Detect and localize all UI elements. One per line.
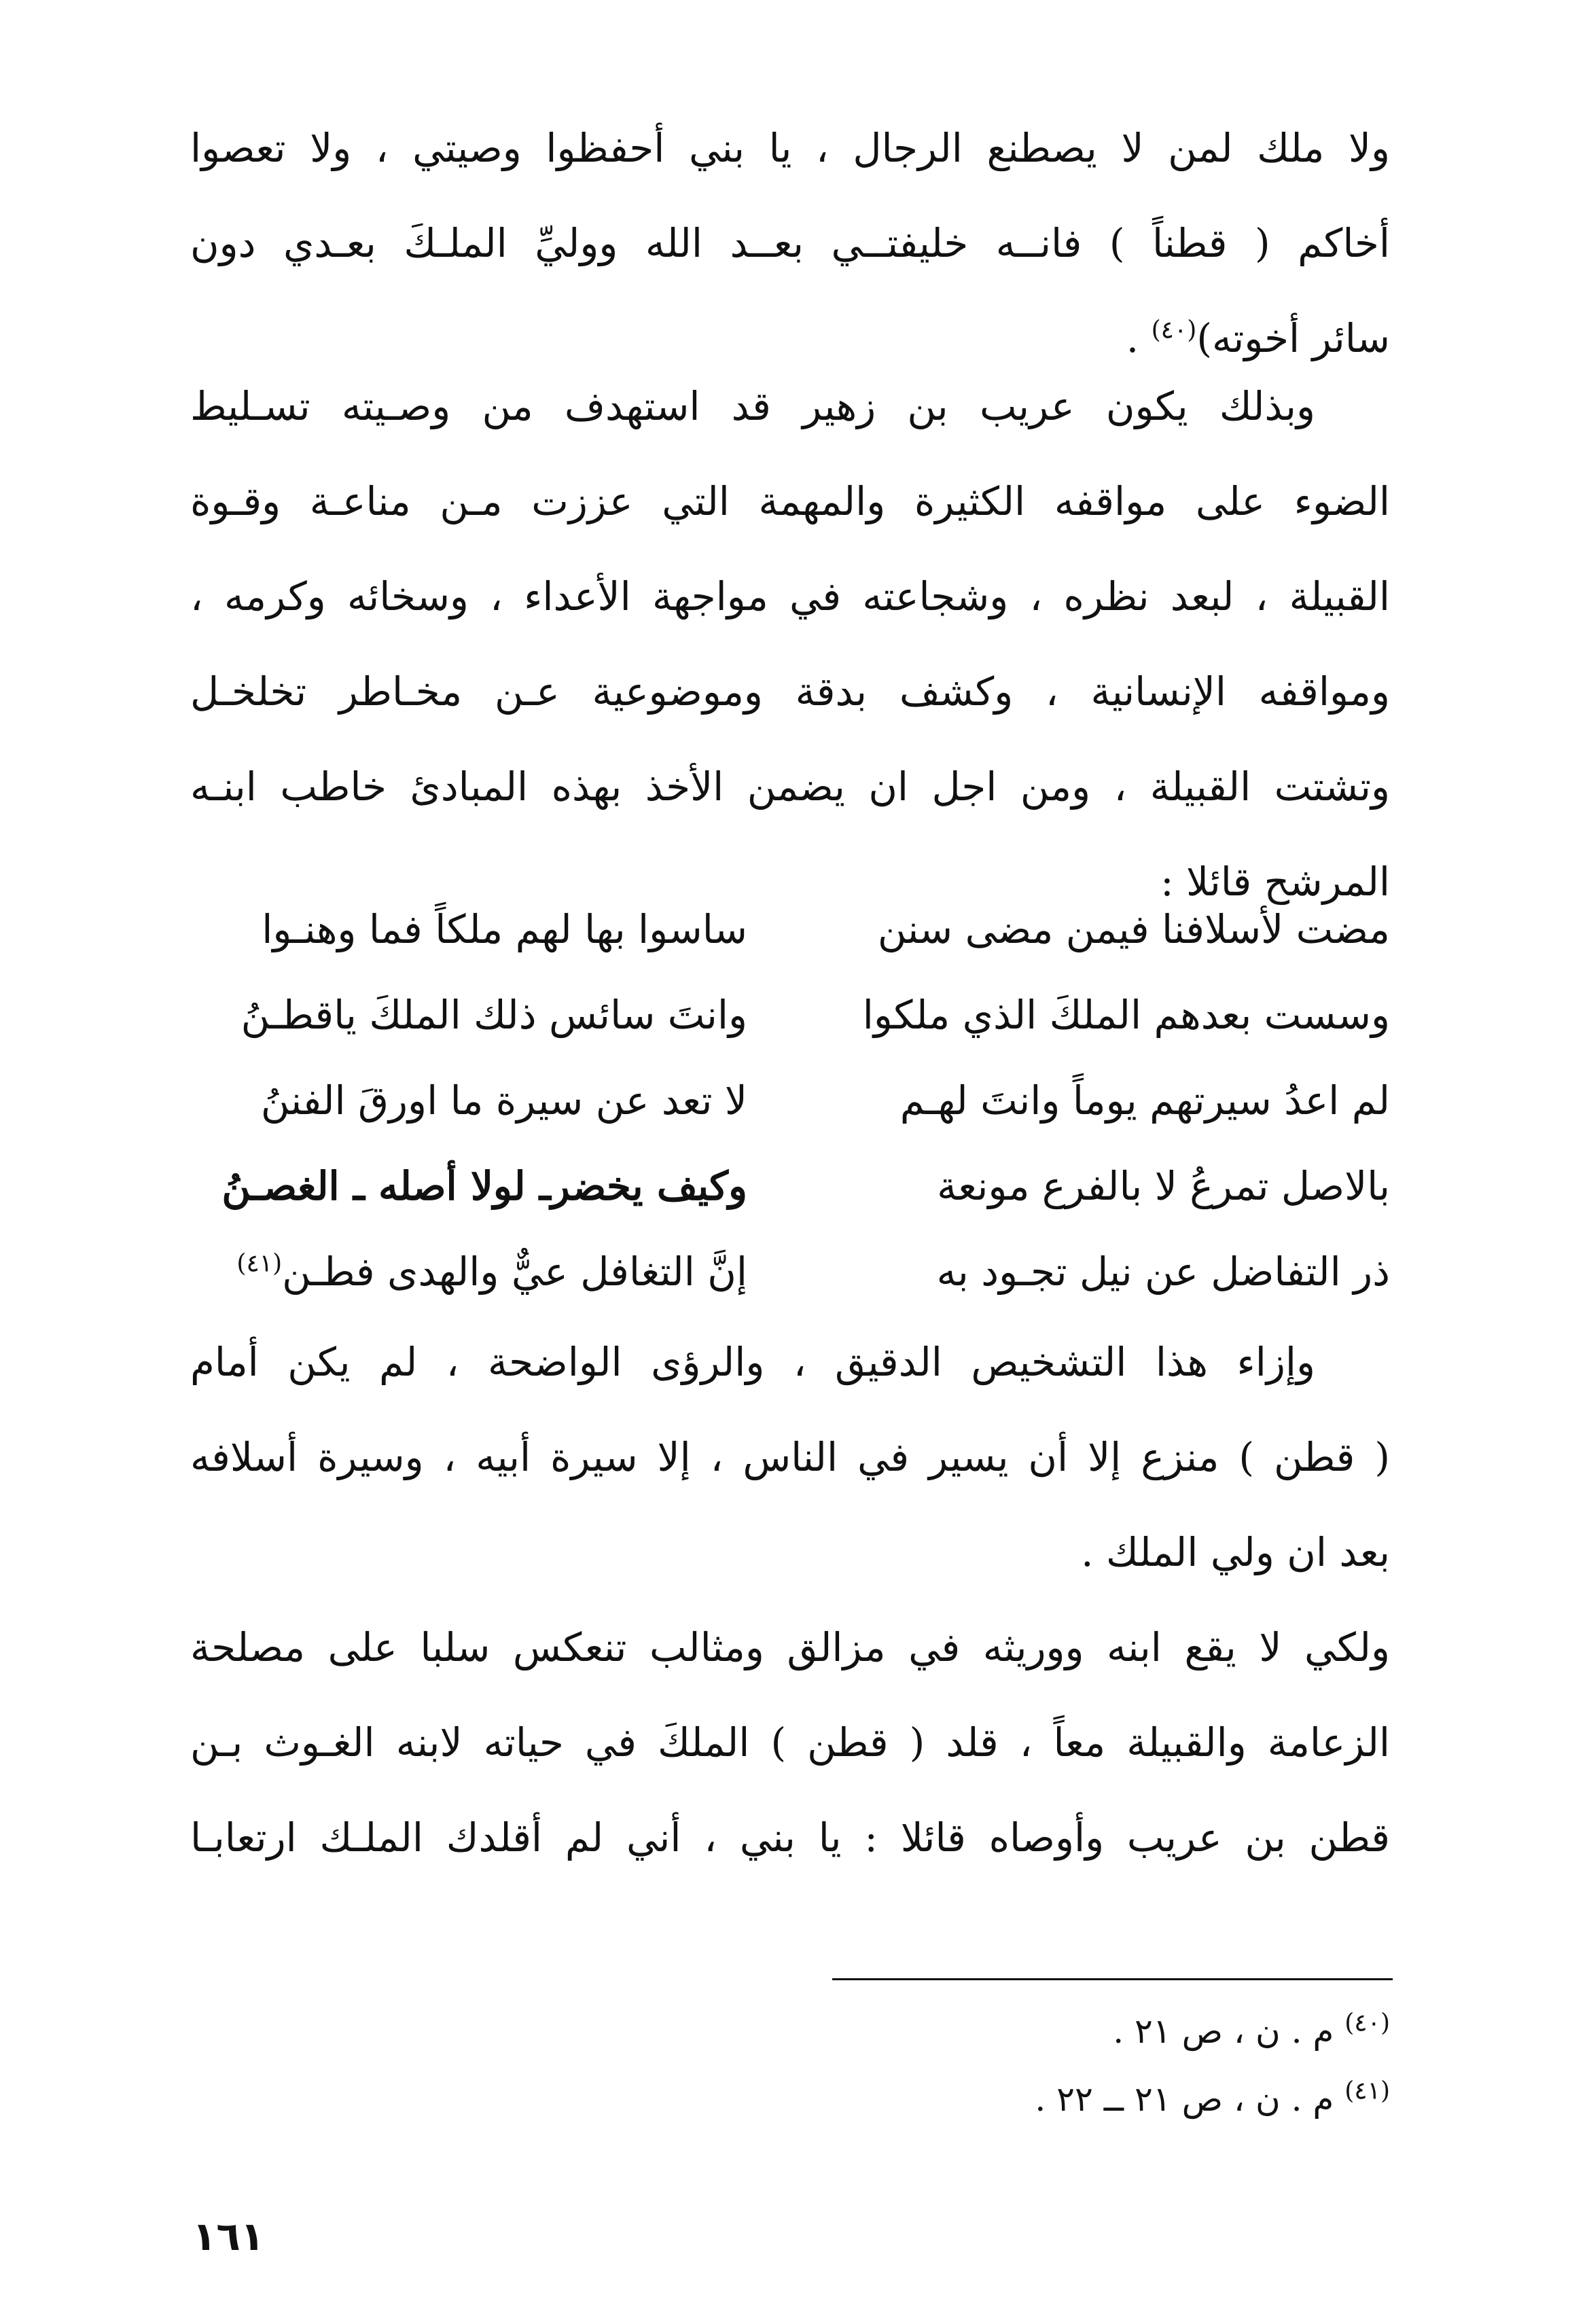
footnote-41-text: م . ن ، ص ٢١ ــ ٢٢ .	[1035, 2079, 1345, 2119]
paragraph-2	[190, 359, 1390, 929]
poem-verse-3-second-half: لا تعد عن سيرة ما اورقَ الفننُ	[260, 1077, 747, 1124]
poem-verse-5	[190, 1229, 1390, 1315]
paragraph-2-line-4: ومواقفه الإنسانية ، وكشف بدقة وموضوعية عـن مخـاطر تخلخـل	[190, 668, 1390, 715]
paragraph-4	[190, 1600, 1390, 1885]
paragraph-2-line-6: المرشح قائلا :	[1160, 859, 1390, 905]
footnote-41	[747, 2065, 1390, 2133]
poem-verse-1-first-half: مضت لأسلافنا فيمن مضى سنن	[877, 906, 1390, 952]
paragraph-4-line-3: قطن بن عريب وأوصاه قائلا : يا بني ، أني لم أقلدك الملـك ارتعابـا	[190, 1814, 1390, 1861]
poem-verse-1-second-half: ساسوا بها لهم ملكاً فما وهنـوا	[262, 906, 747, 952]
poem-verse-5-second-half	[190, 1229, 747, 1315]
paragraph-2-line-1: وبذلك يكون عريب بن زهير قد استهدف من وصـيته تسـليط	[190, 383, 1315, 429]
footnote-41-marker: (٤١)	[1344, 2077, 1390, 2105]
paragraph-4-line-2: الزعامة والقبيلة معاً ، قلد ( قطن ) الملكَ في حياته لابنه الغـوث بـن	[190, 1719, 1390, 1766]
paragraph-3-line-2: ( قطن ) منزع إلا أن يسير في الناس ، إلا سيرة أبيه ، وسيرة أسلافه	[190, 1434, 1390, 1480]
paragraph-1-line-1: ولا ملك لمن لا يصطنع الرجال ، يا بني أحفظوا وصيتي ، ولا تعصوا	[190, 125, 1390, 171]
footnote-40-text: م . ن ، ص ٢١ .	[1113, 2012, 1345, 2051]
poem-verse-2-first-half: وسست بعدهم الملكَ الذي ملكوا	[862, 992, 1390, 1038]
paragraph-3	[190, 1315, 1390, 1600]
poem-verse-4-second-half: وكيف يخضرـ لولا أصله ـ الغصـنُ	[221, 1163, 747, 1209]
paragraph-2-line-3: القبيلة ، لبعد نظره ، وشجاعته في مواجهة الأعداء ، وسخائه وكرمه ،	[190, 573, 1390, 620]
paragraph-2-line-5: وتشتت القبيلة ، ومن اجل ان يضمن الأخذ بهذه المبادئ خاطب ابنـه	[190, 764, 1390, 810]
page-number: ١٦١	[192, 2213, 265, 2259]
poem-verse-2	[190, 972, 1390, 1058]
poem-verse-1	[190, 887, 1390, 972]
poem-verse-2-second-half: وانتَ سائس ذلك الملكَ ياقطـنُ	[240, 992, 747, 1038]
poem-verse-4	[190, 1143, 1390, 1229]
paragraph-1-line-3-text: سائر أخوته)	[1196, 315, 1390, 361]
paragraph-4-line-1: ولكي لا يقع ابنه ووريثه في مزالق ومثالب تنعكس سلبا على مصلحة	[190, 1624, 1390, 1670]
poem	[190, 887, 1390, 1315]
footnote-separator	[832, 1978, 1393, 1980]
poem-verse-4-first-half: بالاصل تمرعُ لا بالفرع مونعة	[937, 1163, 1390, 1209]
poem-verse-3-first-half: لم اعدُ سيرتهم يوماً وانتَ لهـم	[899, 1077, 1390, 1124]
paragraph-2-line-2: الضوء على مواقفه الكثيرة والمهمة التي عززت مـن مناعـة وقـوة	[190, 478, 1390, 524]
paragraph-1	[190, 101, 1390, 386]
footnote-40	[747, 1997, 1390, 2065]
paragraph-3-line-3: بعد ان ولي الملك .	[1081, 1529, 1390, 1575]
paragraph-1-line-2: أخاكم ( قطناً ) فانــه خليفتــي بعــد الله ووليِّ الملـكَ بعـدي دون	[190, 220, 1390, 266]
poem-verse-5-second-half-text: إنَّ التغافل عيٌّ والهدى فطـن	[282, 1249, 747, 1295]
footnote-ref-40: (٤٠)	[1151, 316, 1197, 344]
poem-verse-3	[190, 1058, 1390, 1143]
poem-verse-5-first-half: ذر التفاضل عن نيل تجـود به	[936, 1249, 1390, 1295]
footnote-40-marker: (٤٠)	[1344, 2009, 1390, 2037]
paragraph-1-line-3-end: .	[1126, 315, 1152, 361]
footnote-ref-41: (٤١)	[236, 1249, 283, 1278]
footnotes	[747, 1997, 1390, 2133]
paragraph-3-line-1: وإزاء هذا التشخيص الدقيق ، والرؤى الواضحة ، لم يكن أمام	[190, 1339, 1315, 1385]
